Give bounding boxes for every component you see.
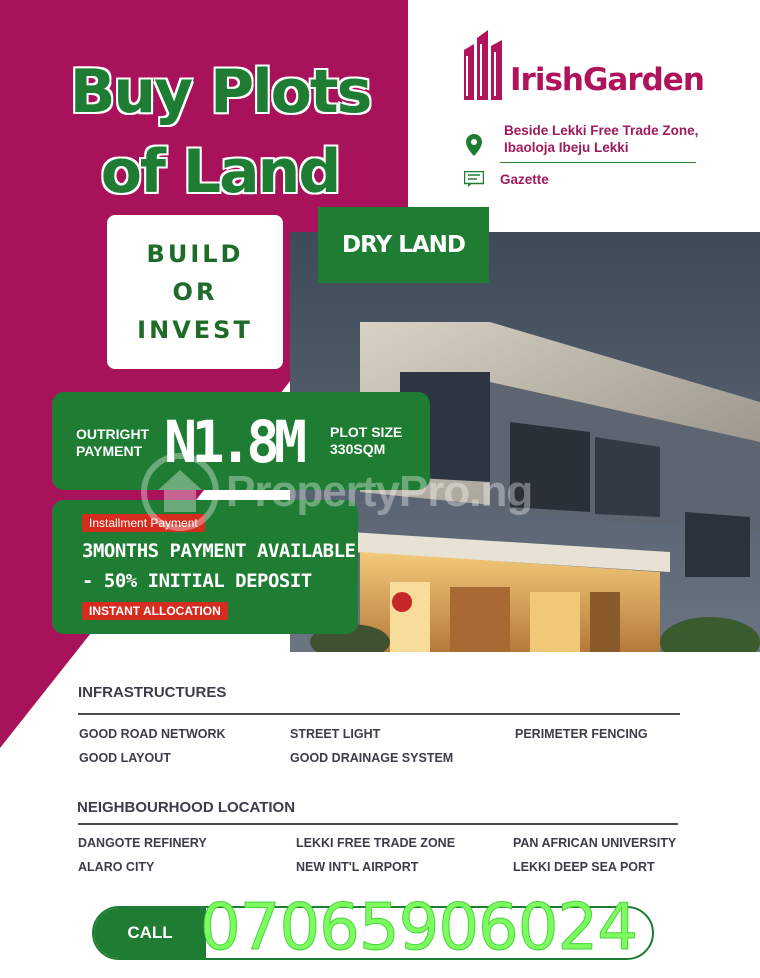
neighbourhood-item: PAN AFRICAN UNIVERSITY — [513, 836, 677, 850]
installment-tag: Installment Payment — [82, 514, 205, 532]
gazette-icon — [464, 171, 484, 187]
neighbourhood-title: NEIGHBOURHOOD LOCATION — [77, 799, 296, 816]
gazette-text: Gazette — [500, 171, 549, 187]
call-button[interactable]: CALL — [94, 908, 206, 958]
address-line-2: Ibaoloja Ibeju Lekki — [504, 140, 629, 155]
headline-line-2: of Land — [100, 137, 340, 207]
neighbourhood-item: DANGOTE REFINERY — [78, 836, 207, 850]
logo-text: IrishGarden — [510, 62, 704, 98]
build-or-invest-box — [107, 215, 283, 369]
infrastructures-title: INFRASTRUCTURES — [78, 684, 227, 701]
infra-item: STREET LIGHT — [290, 727, 381, 741]
invest-text: INVEST — [137, 316, 253, 344]
watermark-text: PropertyPro.ng — [226, 467, 533, 516]
plot-size-line-1: PLOT SIZE — [330, 424, 403, 440]
infra-item: GOOD LAYOUT — [79, 751, 171, 765]
gazette-row — [464, 171, 549, 187]
headline — [50, 52, 390, 212]
logo-buildings-icon — [462, 30, 508, 102]
outright-label-line-2: PAYMENT — [76, 443, 143, 459]
watermark-house-icon — [140, 452, 220, 532]
infra-item: GOOD DRAINAGE SYSTEM — [290, 751, 454, 765]
infrastructures-rule — [78, 713, 680, 715]
neighbourhood-item: ALARO CITY — [78, 860, 155, 874]
headline-line-1: Buy Plots — [69, 57, 371, 127]
address-divider — [500, 162, 696, 163]
location-pin-icon — [466, 134, 482, 156]
installment-line-1: 3MONTHS PAYMENT AVAILABLE — [82, 540, 356, 562]
dry-land-badge: DRY LAND — [318, 207, 489, 283]
infra-item: PERIMETER FENCING — [515, 727, 648, 741]
address-line-1: Beside Lekki Free Trade Zone, — [504, 123, 699, 138]
neighbourhood-item: NEW INT'L AIRPORT — [296, 860, 419, 874]
installment-line-2: - 50% INITIAL DEPOSIT — [82, 570, 312, 592]
address — [466, 122, 698, 156]
neighbourhood-rule — [78, 823, 678, 825]
instant-allocation-tag: INSTANT ALLOCATION — [82, 602, 228, 620]
outright-label — [76, 426, 149, 460]
neighbourhood-item: LEKKI FREE TRADE ZONE — [296, 836, 456, 850]
phone-number[interactable]: 07065906024 — [200, 891, 637, 965]
build-text: BUILD — [146, 240, 244, 268]
infra-item: GOOD ROAD NETWORK — [79, 727, 226, 741]
plot-size-line-2: 330SQM — [330, 441, 386, 457]
logo — [462, 30, 704, 102]
or-text: OR — [172, 278, 218, 306]
watermark — [140, 452, 532, 532]
price-value: N1.8M — [164, 408, 302, 476]
neighbourhood-item: LEKKI DEEP SEA PORT — [513, 860, 655, 874]
outright-label-line-1: OUTRIGHT — [76, 426, 150, 442]
